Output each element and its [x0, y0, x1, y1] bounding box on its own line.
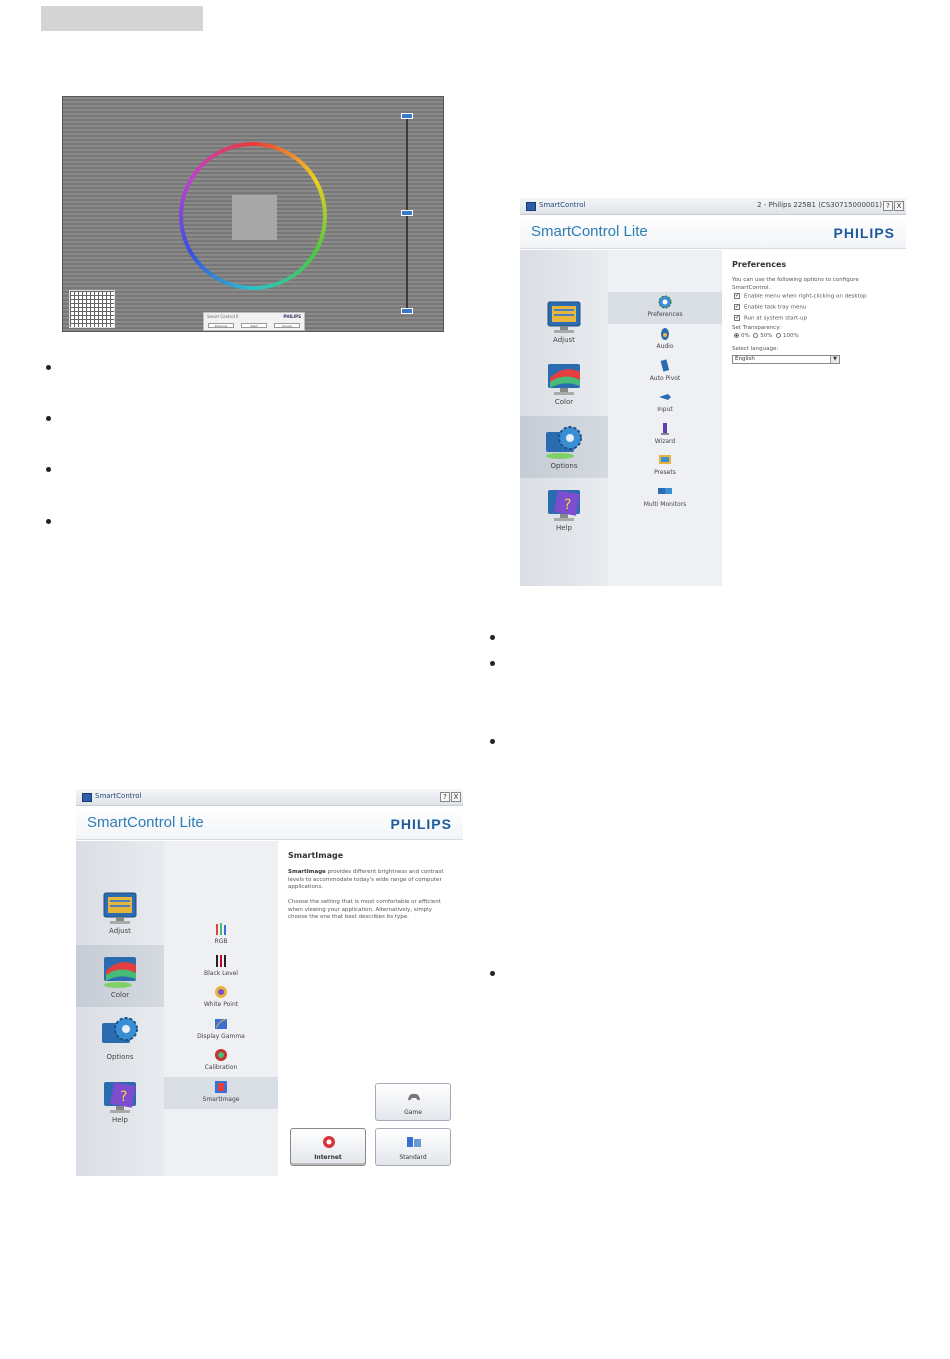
bullet-point	[490, 739, 495, 744]
calibration-screenshot	[62, 96, 444, 332]
sub-item-audio[interactable]	[608, 324, 722, 356]
input-icon	[658, 390, 672, 404]
sub-label: Audio	[656, 343, 674, 350]
panel-heading: SmartImage	[288, 851, 344, 860]
sub-label: Preferences	[647, 311, 683, 318]
philips-logo: PHILIPS	[390, 816, 452, 832]
sub-item-display-gamma[interactable]	[164, 1014, 278, 1046]
dialog-title: Smart Control II	[207, 314, 239, 319]
smartimage-bold: SmartImage	[288, 869, 326, 875]
sub-menu-column	[164, 841, 278, 1176]
display-gamma-icon	[214, 1017, 228, 1031]
presets-icon	[658, 453, 672, 467]
nav-item-help[interactable]	[520, 478, 608, 540]
standard-icon	[406, 1134, 422, 1150]
panel-intro: You can use the following options to configure SmartControl.	[732, 277, 859, 291]
smartcontrol-color-window	[76, 789, 463, 1176]
help-monitor-icon	[98, 1078, 142, 1114]
radio-label: 100%	[782, 333, 799, 339]
checkbox-box[interactable]: ✔	[735, 293, 740, 299]
nav-item-options[interactable]	[76, 1007, 164, 1069]
bullet-point	[46, 365, 51, 370]
nav-label: Adjust	[553, 336, 575, 344]
nav-item-help[interactable]	[76, 1070, 164, 1132]
gray-test-square	[232, 195, 277, 240]
language-select[interactable]	[732, 355, 840, 364]
window-titlebar	[520, 198, 906, 215]
sub-item-preferences[interactable]	[608, 292, 722, 324]
mode-label: Game	[404, 1109, 422, 1116]
nav-item-color[interactable]	[76, 945, 164, 1007]
sub-item-black-level[interactable]	[164, 951, 278, 983]
options-gear-icon	[542, 424, 586, 460]
radio-50[interactable]	[753, 333, 758, 338]
sub-menu-column	[608, 250, 722, 586]
previous-button[interactable]: Previous	[208, 323, 234, 328]
panel-instructions: Choose the setting that is most comfortable or efficient when viewing your application. Alternatively, simply choose the one that best describes its type.	[288, 899, 441, 920]
checkbox-run-startup[interactable]	[734, 315, 807, 322]
app-title: SmartControl Lite	[87, 814, 204, 831]
bullet-point	[490, 661, 495, 666]
bullet-point	[46, 467, 51, 472]
help-icon[interactable]: ?	[440, 792, 450, 802]
window-titlebar	[76, 789, 463, 806]
nav-item-adjust[interactable]	[76, 881, 164, 943]
black-level-icon	[214, 954, 228, 968]
pattern-thumbnail	[69, 290, 115, 328]
transparency-label: Set Transparency:	[732, 325, 781, 331]
svg-text:?: ?	[564, 497, 572, 513]
sub-item-smartimage[interactable]	[164, 1077, 278, 1109]
bullet-point	[490, 635, 495, 640]
sub-item-wizard[interactable]	[608, 419, 722, 451]
checkbox-label: Enable menu when right-clicking on desktop	[744, 293, 867, 300]
bullet-point	[46, 416, 51, 421]
sub-item-calibration[interactable]	[164, 1045, 278, 1077]
internet-icon	[321, 1134, 337, 1150]
checkbox-label: Run at system start-up	[744, 315, 807, 322]
nav-item-adjust[interactable]	[520, 290, 608, 352]
smartimage-icon	[214, 1080, 228, 1094]
description-text: provides different brightness and contrast levels to accommodate today's wide range of computer applications.	[288, 869, 444, 890]
sub-label: Calibration	[204, 1064, 238, 1071]
sub-label: Wizard	[654, 438, 676, 445]
window-title: SmartControl	[539, 201, 586, 209]
color-monitor-icon	[542, 360, 586, 396]
color-monitor-icon	[98, 953, 142, 989]
sub-item-presets[interactable]	[608, 450, 722, 482]
monitor-name: 2 - Philips 225B1 (CS30715000001)	[757, 201, 882, 209]
panel-heading: Preferences	[732, 260, 787, 269]
sub-label: Input	[657, 406, 673, 413]
sub-item-rgb[interactable]	[164, 919, 278, 951]
sub-item-input[interactable]	[608, 387, 722, 419]
nav-label: Help	[556, 524, 572, 532]
standard-mode-button[interactable]	[375, 1128, 451, 1166]
rgb-bars-icon	[214, 922, 228, 936]
sub-label: Multi Monitors	[643, 501, 687, 508]
nav-label: Color	[110, 991, 130, 999]
checkbox-label: Enable task tray menu	[744, 304, 807, 311]
smartcontrol-app-icon	[82, 793, 92, 802]
language-value: English	[735, 356, 755, 362]
start-button[interactable]: Start	[241, 323, 267, 328]
sub-label: Black Level	[204, 970, 238, 977]
nav-label: Options	[550, 462, 578, 470]
mode-label: Internet	[314, 1154, 342, 1161]
smartcontrol-app-icon	[526, 202, 536, 211]
checkbox-right-click-menu[interactable]	[734, 293, 867, 300]
wizard-icon	[658, 422, 672, 436]
bullet-point	[490, 971, 495, 976]
radio-label: 50%	[760, 333, 773, 339]
language-label: Select language:	[732, 346, 779, 352]
calibration-dialog	[203, 312, 305, 331]
preferences-gear-icon	[658, 295, 672, 309]
window-title: SmartControl	[95, 792, 142, 800]
smartcontrol-options-window	[520, 198, 906, 586]
close-icon[interactable]: X	[894, 201, 904, 211]
bullet-point	[46, 519, 51, 524]
sub-label: RGB	[214, 938, 228, 945]
slider-top-knob[interactable]	[401, 113, 413, 119]
auto-pivot-icon	[658, 359, 672, 373]
smartimage-panel	[278, 841, 463, 1176]
nav-column	[76, 841, 164, 1176]
nav-label: Options	[106, 1053, 134, 1061]
nav-label: Adjust	[109, 927, 131, 935]
app-title: SmartControl Lite	[531, 223, 648, 240]
close-icon[interactable]: X	[451, 792, 461, 802]
nav-item-color[interactable]	[520, 352, 608, 414]
slider-mid-knob[interactable]	[401, 210, 413, 216]
nav-label: Color	[554, 398, 574, 406]
chevron-down-icon[interactable]: ▼	[830, 356, 839, 363]
nav-label: Help	[112, 1116, 128, 1124]
sub-item-multi-monitors[interactable]	[608, 482, 722, 514]
sub-label: Auto Pivot	[649, 375, 681, 382]
cancel-button[interactable]: Cancel	[274, 323, 300, 328]
nav-item-options[interactable]	[520, 416, 608, 478]
radio-0[interactable]	[734, 333, 739, 338]
adjust-monitor-icon	[542, 298, 586, 334]
slider-bottom-knob[interactable]	[401, 308, 413, 314]
svg-text:?: ?	[120, 1089, 128, 1105]
preferences-panel	[722, 250, 906, 586]
nav-column	[520, 250, 608, 586]
dialog-brand: PHILIPS	[283, 314, 301, 319]
sub-item-auto-pivot[interactable]	[608, 356, 722, 388]
mode-label: Standard	[399, 1154, 427, 1161]
philips-logo: PHILIPS	[833, 225, 895, 241]
internet-mode-button[interactable]	[290, 1128, 366, 1166]
sub-label: Display Gamma	[197, 1033, 245, 1040]
app-banner	[76, 806, 463, 840]
checkbox-box[interactable]: ✔	[735, 315, 740, 321]
adjust-monitor-icon	[98, 889, 142, 925]
options-gear-icon	[98, 1015, 142, 1051]
game-mode-button[interactable]	[375, 1083, 451, 1121]
radio-label: 0%	[741, 333, 750, 339]
section-header-bar	[41, 6, 203, 31]
white-point-icon	[214, 985, 228, 999]
panel-description	[288, 869, 450, 892]
audio-speaker-icon	[658, 327, 672, 341]
calibration-icon	[214, 1048, 228, 1062]
sub-label: White Point	[203, 1001, 239, 1008]
checkbox-task-tray[interactable]	[734, 304, 806, 311]
sub-item-white-point[interactable]	[164, 982, 278, 1014]
help-monitor-icon	[542, 486, 586, 522]
app-banner	[520, 215, 906, 249]
help-icon[interactable]: ?	[883, 201, 893, 211]
multi-monitors-icon	[658, 485, 672, 499]
sub-label: SmartImage	[202, 1096, 240, 1103]
transparency-options	[734, 333, 902, 341]
checkbox-box[interactable]: ✔	[735, 304, 740, 310]
game-controller-icon	[406, 1089, 422, 1105]
sub-label: Presets	[654, 469, 676, 476]
radio-100[interactable]	[776, 333, 781, 338]
